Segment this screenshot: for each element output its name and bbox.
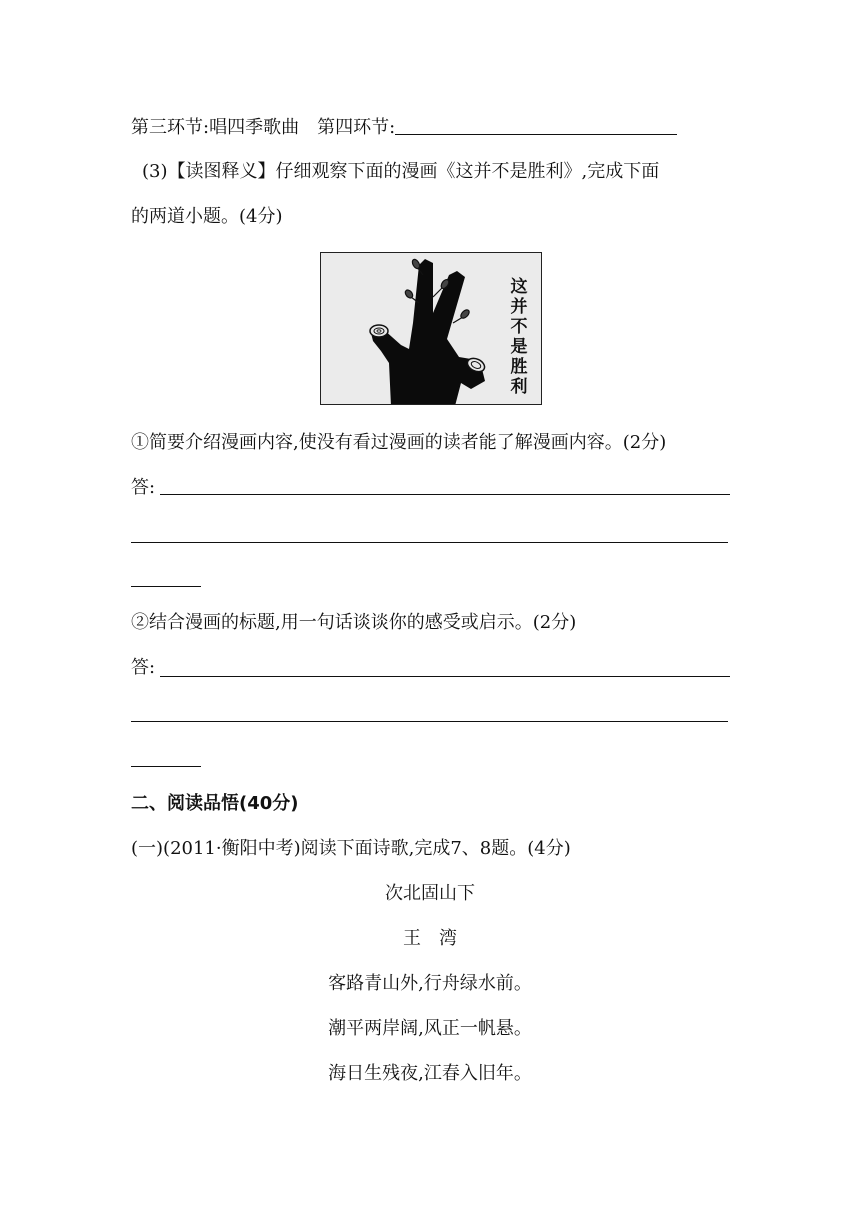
cartoon-title: 这并不是胜利 (510, 277, 528, 397)
question-2-prompt: ②结合漫画的标题,用一句话谈谈你的感受或启示。(2分) (131, 612, 577, 633)
poem-title: 次北固山下 (385, 883, 475, 904)
question-3-line-cont: 的两道小题。(4分) (131, 206, 283, 227)
cartoon-image (320, 252, 542, 405)
stage-line (131, 116, 677, 140)
poem-author: 王 湾 (403, 928, 457, 949)
section-heading: 二、阅读品悟(40分) (131, 793, 299, 814)
answer-label: 答: (131, 657, 156, 678)
part-1-instruction: (一)(2011·衡阳中考)阅读下面诗歌,完成7、8题。(4分) (131, 838, 571, 859)
question-1-answer-line (131, 476, 155, 500)
question-1-answer-blank-2[interactable] (131, 542, 728, 543)
question-1-answer-blank-1[interactable] (160, 494, 730, 495)
question-2-answer-blank-3[interactable] (131, 766, 201, 767)
thumb-stump-icon (370, 325, 388, 337)
question-1-prompt: ①简要介绍漫画内容,使没有看过漫画的读者能了解漫画内容。(2分) (131, 432, 667, 453)
question-1-answer-blank-3[interactable] (131, 586, 201, 587)
question-3-line: (3)【读图释义】仔细观察下面的漫画《这并不是胜利》,完成下面 (142, 161, 660, 182)
poem-line: 潮平两岸阔,风正一帆悬。 (328, 1018, 532, 1039)
answer-label: 答: (131, 477, 156, 498)
poem-line: 海日生残夜,江春入旧年。 (328, 1063, 532, 1084)
question-2-answer-blank-1[interactable] (160, 676, 730, 677)
question-2-answer-blank-2[interactable] (131, 721, 728, 722)
stage-text: 第三环节:唱四季歌曲 第四环节: (131, 117, 396, 138)
stage-four-blank[interactable] (395, 133, 677, 135)
poem-line: 客路青山外,行舟绿水前。 (328, 973, 532, 994)
question-2-answer-line (131, 656, 155, 680)
